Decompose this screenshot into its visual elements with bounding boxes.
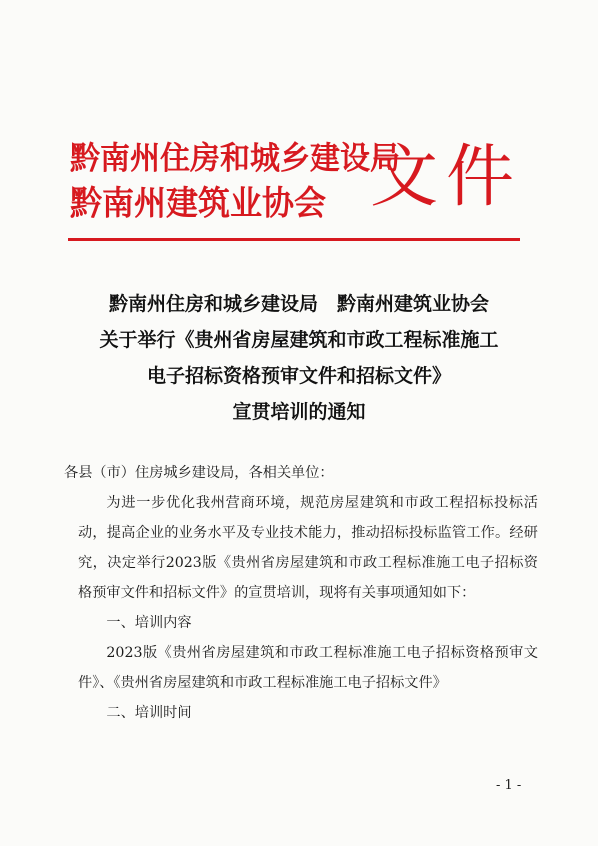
issuer-name-housing-bureau: 黔南州住房和城乡建设局 xyxy=(70,140,400,177)
section-1-text: 2023版《贵州省房屋建筑和市政工程标准施工电子招标资格预审文件》、《贵州省房屋建筑和市政工程标准施工电子招标文件》 xyxy=(78,645,538,691)
notice-body xyxy=(64,458,538,728)
title-line-3: 电子招标资格预审文件和招标文件》 xyxy=(146,365,451,387)
section-1-heading: 一、培训内容 xyxy=(106,615,192,631)
issuer-name-construction-association: 黔南州建筑业协会 xyxy=(70,182,327,223)
section-2-heading: 二、培训时间 xyxy=(106,705,192,721)
salutation: 各县（市）住房城乡建设局，各相关单位： xyxy=(64,465,334,481)
title-line-2: 关于举行《贵州省房屋建筑和市政工程标准施工 xyxy=(99,329,499,351)
document-type-word: 文件 xyxy=(370,138,523,217)
intro-paragraph: 为进一步优化我州营商环境，规范房屋建筑和市政工程招标投标活动，提高企业的业务水平及专业技术能力，推动招标投标监管工作。经研究，决定举行2023版《贵州省房屋建筑和市政工程标准施工电子招标资格预审文件和招标文件》的宣贯培训，现将有关事项通知如下： xyxy=(78,495,538,601)
notice-title xyxy=(58,286,540,430)
document-header xyxy=(70,118,530,228)
title-line-1: 黔南州住房和城乡建设局 黔南州建筑业协会 xyxy=(108,293,489,315)
page-number: - 1 - xyxy=(496,778,522,793)
title-line-4: 宣贯培训的通知 xyxy=(232,401,366,423)
header-red-rule xyxy=(68,238,520,241)
